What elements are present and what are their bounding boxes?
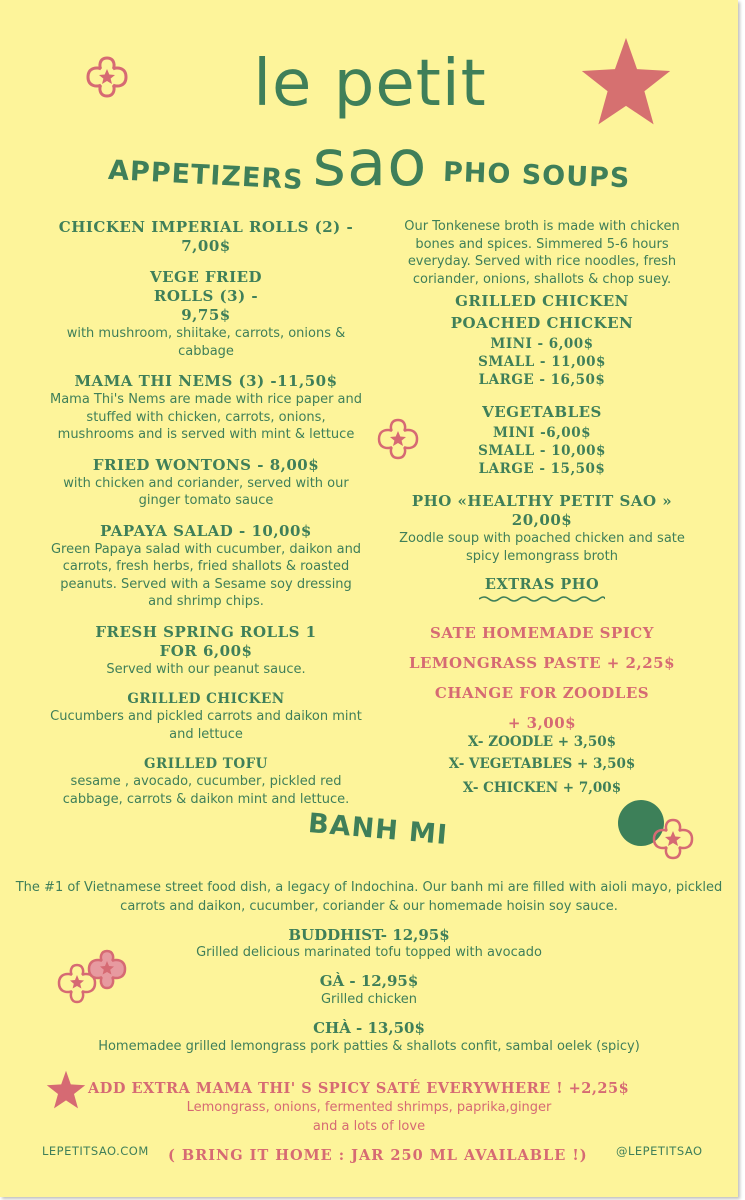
list-item <box>48 522 364 611</box>
list-item <box>48 268 364 360</box>
jar-notice: ( BRING IT HOME : JAR 250 ML AVAILABLE !) <box>168 1147 588 1164</box>
pho-heading: PHO SOUPS <box>442 156 631 195</box>
list-item <box>48 755 364 808</box>
pho-healthy-price: 20,00$ <box>511 511 573 529</box>
item-name: CHICKEN IMPERIAL ROLLS (2) - 7,00$ <box>58 218 354 255</box>
extras-heading: EXTRAS PHO <box>484 576 600 593</box>
item-desc: Served with our peanut sauce. <box>106 661 306 677</box>
size-price: MINI -6,00$ <box>493 425 591 441</box>
circle-flower-icon <box>614 798 698 868</box>
extra-chicken: X- CHICKEN + 7,00$ <box>462 780 622 796</box>
appetizers-list <box>48 218 364 816</box>
item-desc: sesame , avocado, cucumber, pickled red cabbage, carrots & daikon mint and lettuce. <box>62 774 350 807</box>
banhmi-heading: BANH MI <box>306 807 450 852</box>
pho-vegetables: VEGETABLES <box>482 403 602 421</box>
extra-sate-desc-2: and a lots of love <box>312 1119 426 1134</box>
list-item <box>48 372 364 444</box>
item-name: GRILLED TOFU <box>144 756 268 772</box>
extra-zoodles-price: + 3,00$ <box>507 714 577 732</box>
pho-poached-chicken: POACHED CHICKEN <box>450 314 634 332</box>
banhmi-buddhist-name: BUDDHIST- 12,95$ <box>288 926 450 944</box>
item-desc: Cucumbers and pickled carrots and daikon mint and lettuce <box>50 709 362 742</box>
list-item <box>48 690 364 743</box>
extra-sate-desc-1: Lemongrass, onions, fermented shrimps, paprika,ginger <box>186 1100 552 1115</box>
size-price: SMALL - 10,00$ <box>478 443 606 459</box>
list-item <box>48 456 364 510</box>
item-name: PAPAYA SALAD - 10,00$ <box>100 521 312 540</box>
banhmi-intro: The #1 of Vietnamese street food dish, a legacy of Indochina. Our banh mi are filled with aioli mayo, pickled carrots and daikon, cucumber, coriander & our homemade hoisin soy sauce. <box>15 880 723 914</box>
pho-healthy-name: PHO «HEALTHY PETIT SAO » <box>411 492 673 510</box>
banhmi-ga-desc: Grilled chicken <box>320 992 418 1007</box>
item-desc: with chicken and coriander, served with our ginger tomato sauce <box>63 475 349 508</box>
pho-healthy-desc: Zoodle soup with poached chicken and sate spicy lemongrass broth <box>399 531 685 564</box>
banhmi-cha-desc: Homemadee grilled lemongrass pork patties & shallots confit, sambal oelek (spicy) <box>98 1039 640 1054</box>
size-price: LARGE - 15,50$ <box>478 461 606 477</box>
extra-lemongrass: LEMONGRASS PASTE + 2,25$ <box>408 654 676 672</box>
item-name: FRESH SPRING ROLLS 1 FOR 6,00$ <box>95 622 317 660</box>
restaurant-title: le petit sao <box>253 47 487 201</box>
item-name: MAMA THI NEMS (3) -11,50$ <box>74 372 338 390</box>
extra-zoodles: CHANGE FOR ZOODLES <box>434 684 650 702</box>
extra-sate: SATE HOMEMADE SPICY <box>430 624 654 642</box>
banhmi-buddhist-desc: Grilled delicious marinated tofu topped with avocado <box>196 945 542 960</box>
banhmi-cha-name: CHÀ - 13,50$ <box>313 1019 425 1037</box>
item-desc: Mama Thi's Nems are made with rice paper and stuffed with chicken, carrots, onions, mushrooms and is served with mint & lettuce <box>49 392 363 442</box>
appetizers-heading: APPETIZERS <box>107 154 305 197</box>
item-name: FRIED WONTONS - 8,00$ <box>92 455 320 474</box>
pho-list <box>384 218 700 603</box>
size-price: LARGE - 16,50$ <box>478 372 606 388</box>
extra-zoodle: X- ZOODLE + 3,50$ <box>467 734 617 750</box>
wavy-divider <box>479 595 605 603</box>
flower-icon <box>84 54 130 100</box>
item-desc: Green Papaya salad with cucumber, daikon and carrots, fresh herbs, fried shallots & roasted peanuts. Served with a Sesame soy dressing and shrimp chips. <box>50 541 362 609</box>
pho-intro: Our Tonkenese broth is made with chicken bones and spices. Simmered 5-6 hours everyday. Served with rice noodles, fresh coriander, onions, shallots & chop suey. <box>404 219 680 287</box>
pho-grilled-chicken: GRILLED CHICKEN <box>455 292 629 310</box>
item-name: GRILLED CHICKEN <box>127 691 285 707</box>
list-item <box>48 218 364 256</box>
item-name: VEGE FRIED ROLLS (3) - 9,75$ <box>149 268 263 324</box>
size-price: MINI - 6,00$ <box>490 336 594 352</box>
extra-sate-everywhere: ADD EXTRA MAMA THI' S SPICY SATÉ EVERYWHERE ! +2,25$ <box>88 1080 630 1097</box>
banhmi-ga-name: GÀ - 12,95$ <box>319 972 419 990</box>
social-handle[interactable]: @LEPETITSAO <box>616 1144 703 1158</box>
list-item <box>48 623 364 679</box>
website-link[interactable]: LEPETITSAO.COM <box>42 1144 149 1158</box>
star-icon <box>580 36 672 128</box>
item-desc: with mushroom, shiitake, carrots, onions & cabbage <box>66 326 346 359</box>
size-price: SMALL - 11,00$ <box>478 354 606 370</box>
extra-vegetables: X- VEGETABLES + 3,50$ <box>448 756 636 772</box>
